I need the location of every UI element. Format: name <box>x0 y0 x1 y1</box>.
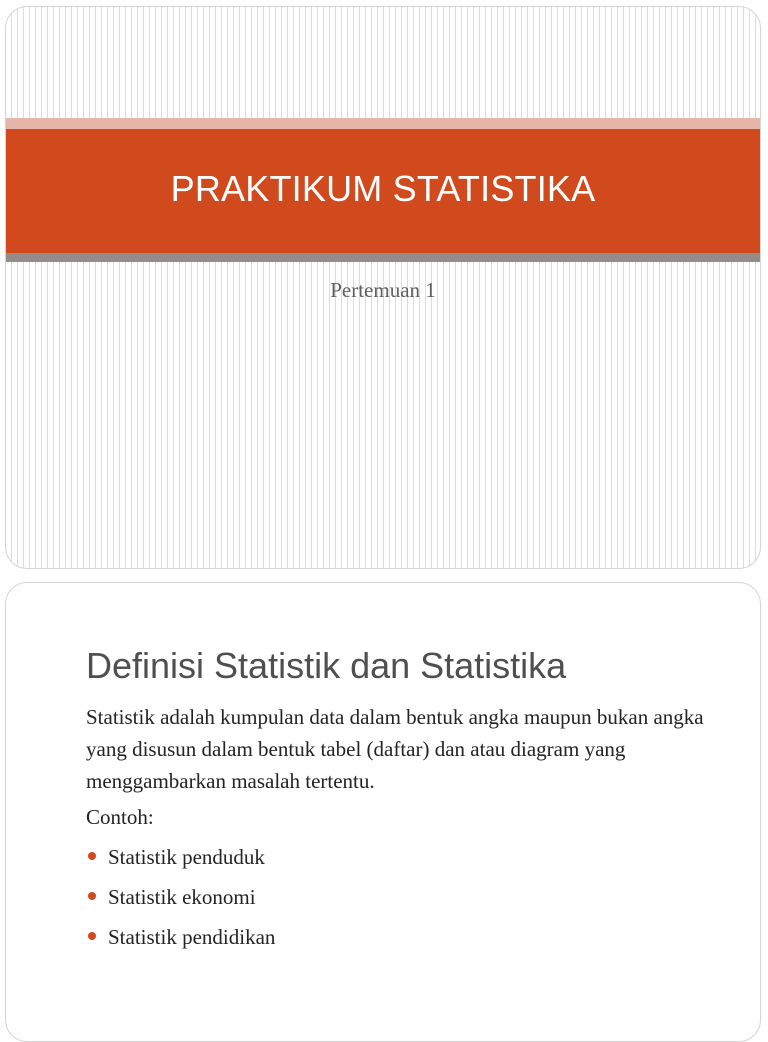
bullet-dot-icon <box>88 932 96 940</box>
bullet-dot-icon <box>88 892 96 900</box>
bullet-dot-icon <box>88 852 96 860</box>
title-band <box>6 129 760 253</box>
list-item-label: Statistik penduduk <box>108 845 265 869</box>
definition-body <box>86 701 736 959</box>
title-slide <box>5 6 761 569</box>
definition-slide <box>5 582 761 1042</box>
main-title: PRAKTIKUM STATISTIKA <box>170 168 596 209</box>
example-list <box>86 839 736 959</box>
list-item <box>86 839 736 879</box>
list-item-label: Statistik ekonomi <box>108 885 256 909</box>
definition-text: Statistik adalah kumpulan data dalam bentuk angka maupun bukan angka yang disusun dalam bentuk tabel (daftar) dan atau diagram yang menggambarkan masalah tertentu. <box>86 705 704 793</box>
subtitle: Pertemuan 1 <box>330 278 436 302</box>
definition-title: Definisi Statistik dan Statistika <box>86 645 567 686</box>
list-item <box>86 919 736 959</box>
list-item-label: Statistik pendidikan <box>108 925 276 949</box>
list-item <box>86 879 736 919</box>
title-band-bottom-stripe <box>6 253 760 262</box>
example-label: Contoh: <box>86 805 154 829</box>
